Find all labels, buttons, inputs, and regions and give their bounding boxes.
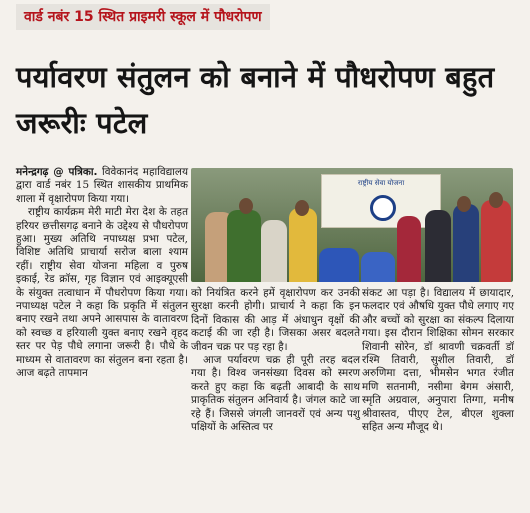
photo-person bbox=[319, 248, 359, 282]
photo-person bbox=[425, 210, 451, 282]
nss-banner bbox=[321, 174, 441, 228]
paragraph: संकट आ पड़ा है। विद्यालय में छायादार, फलदार एवं औषधि युक्त पौधे लगाए गए और बच्चों को सुरक्षा का संकल्प दिलाया गया। इस दौरान शिक्षिका सोमन सरकार शिवानी सोरेन, डॉ श्रावणी चक्रवर्ती डॉ रश्मि तिवारी, सुशील तिवारी, डॉ अरुणिमा दत्ता, भीमसेन भगत रंजीत मणि सतनामी, नसीमा बेगम अंसारी, स्मृति अग्रवाल, अनुपारा तिग्गा, मनीष श्रीवास्तव, पीएए टेल, बीएल शुक्ला सहित अन्य मौजूद थे। bbox=[362, 287, 514, 434]
photo-head bbox=[457, 196, 471, 212]
nss-logo-icon bbox=[370, 195, 396, 221]
photo-head bbox=[489, 192, 503, 208]
headline: पर्यावरण संतुलन को बनाने में पौधरोपण बहुत जरूरीः पटेल bbox=[16, 60, 495, 140]
paragraph: विवेकानंद महाविद्यालय द्वारा वार्ड नबंर 15 स्थित शासकीय प्राथमिक शाला में वृक्षारोपण किया गया। bbox=[16, 166, 188, 205]
article-column-2 bbox=[191, 287, 360, 434]
banner-text: राष्ट्रीय सेवा योजना bbox=[357, 179, 405, 187]
photo-person bbox=[227, 210, 261, 282]
photo-person bbox=[453, 204, 479, 282]
photo-person bbox=[397, 216, 421, 282]
photo-person bbox=[361, 252, 395, 282]
dateline: मनेन्द्रगढ़ @ पत्रिका. bbox=[16, 166, 98, 178]
photo-person bbox=[289, 208, 317, 282]
paragraph: राष्ट्रीय कार्यक्रम मेरी माटी मेरा देश के तहत हरियर छत्तीसगढ़ बनाने के उद्देश्य से पौधरोपण हुआ। मुख्य अतिथि नपाध्यक्ष प्रभा पटेल, विशिष्ट अतिथि प्राचार्या सरोज बाला श्याम रहीं। राष्ट्रीय सेवा योजना महिला व पुरुष इकाई, रेड क्रॉस, गृह विज्ञान एवं आइक्यूएसी के संयुक्त तत्वाधान में पौधरोपण किया गया। नपाध्यक्ष पटेल ने कहा कि प्रकृति में संतुलन बनाए रखने तथा अपने आसपास के वातावरण को स्वच्छ व हरियाली युक्त बनाए रखने वृहद स्तर पर पेड़ पौधे लगाना जरूरी है। पौधे के माध्यम से वातावरण का संतुलन बना रहता है। आज बढ़ते तापमान bbox=[16, 206, 188, 380]
article-column-3 bbox=[362, 287, 514, 434]
paragraph: आज पर्यावरण चक्र ही पूरी तरह बदल गया है। विश्व जनसंख्या दिवस को स्मरण करते हुए कहा कि बढ़ती आबादी के साथ प्राकृतिक संतुलन अनिवार्य है। जंगल काटे जा रहे हैं। जिससे जंगली जानवरों एवं अन्य पशु पक्षियों के अस्तित्व पर bbox=[191, 354, 360, 434]
article-column-1 bbox=[16, 166, 188, 381]
photo-person bbox=[481, 200, 511, 282]
photo-person bbox=[261, 220, 287, 282]
kicker-strap: वार्ड नबंर 15 स्थित प्राइमरी स्कूल में पौधरोपण bbox=[16, 4, 270, 30]
news-photo bbox=[191, 168, 513, 282]
paragraph: को नियंत्रित करने हमें वृक्षारोपण कर उनकी सुरक्षा करनी होगी। प्राचार्य ने कहा कि इन दिनों विकास की आड़ में अंधाधुन वृक्षों की कटाई की जा रही है। जिसका असर बदलते जीवन चक्र पर पड़ रहा है। bbox=[191, 287, 360, 353]
photo-head bbox=[239, 198, 253, 214]
photo-head bbox=[295, 200, 309, 216]
